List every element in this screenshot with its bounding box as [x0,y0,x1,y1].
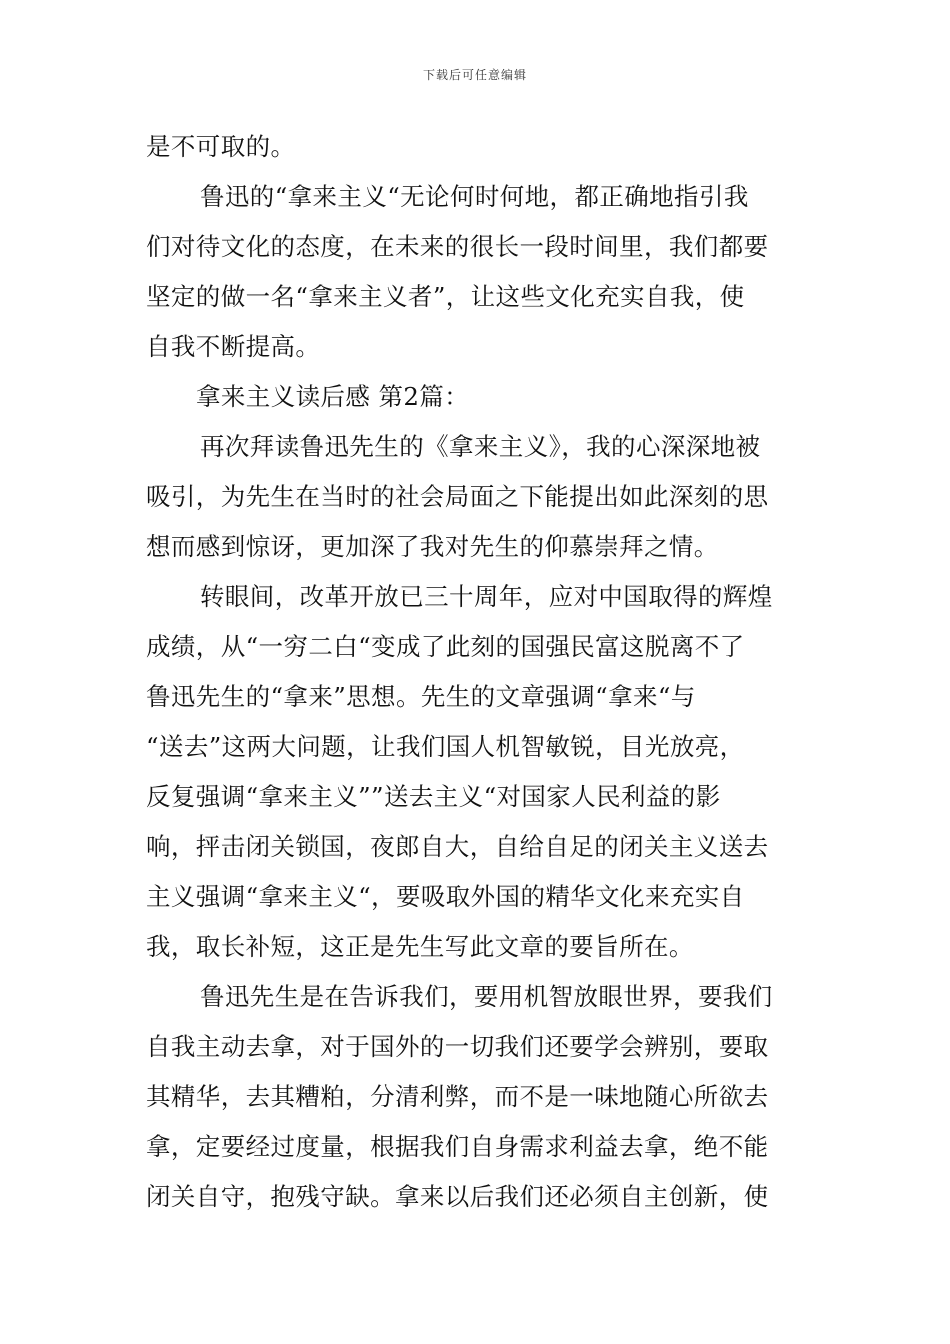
text-line: 拿，定要经过度量，根据我们自身需求利益去拿，绝不能 [146,1132,769,1161]
text-line: 我，取长补短，这正是先生写此文章的要旨所在。 [146,932,694,961]
document-body [146,122,806,1222]
section-heading: 拿来主义读后感 第2篇： [196,382,470,411]
text-line: 是不可取的。 [146,132,296,161]
text-line: 自我不断提高。 [146,332,321,361]
text-line: 鲁迅先生的“拿来”思想。先生的文章强调“拿来“与 [146,682,696,711]
header-note: 下载后可任意编辑 [422,68,527,82]
text-line: 响，抨击闭关锁国，夜郎自大，自给自足的闭关主义送去 [146,832,769,861]
paragraph-start-line: 鲁迅的“拿来主义“无论何时何地，都正确地指引我 [200,182,749,211]
text-line: 闭关自守，抱残守缺。拿来以后我们还必须自主创新，使 [146,1182,769,1211]
text-line: 们对待文化的态度，在未来的很长一段时间里，我们都要 [146,232,769,261]
paragraph-start-line: 转眼间，改革开放已三十周年，应对中国取得的辉煌 [200,582,773,611]
text-line: 想而感到惊讶，更加深了我对先生的仰慕崇拜之情。 [146,532,719,561]
text-line: 坚定的做一名“拿来主义者”，让这些文化充实自我，使 [146,282,745,311]
text-line: 成绩，从“一穷二白“变成了此刻的国强民富这脱离不了 [146,632,745,661]
paragraph-start-line: 再次拜读鲁迅先生的《拿来主义》，我的心深深地被 [200,432,761,461]
text-line: 其精华，去其糟粕，分清利弊，而不是一味地随心所欲去 [146,1082,769,1111]
text-line: 自我主动去拿，对于国外的一切我们还要学会辨别，要取 [146,1032,769,1061]
text-line: 反复强调“拿来主义””送去主义“对国家人民利益的影 [146,782,721,811]
text-line: “送去”这两大问题，让我们国人机智敏锐，目光放亮， [146,732,745,761]
paragraph-start-line: 鲁迅先生是在告诉我们，要用机智放眼世界，要我们 [200,982,773,1011]
text-line: 主义强调“拿来主义“，要吸取外国的精华文化来充实自 [146,882,745,911]
text-line: 吸引，为先生在当时的社会局面之下能提出如此深刻的思 [146,482,769,511]
